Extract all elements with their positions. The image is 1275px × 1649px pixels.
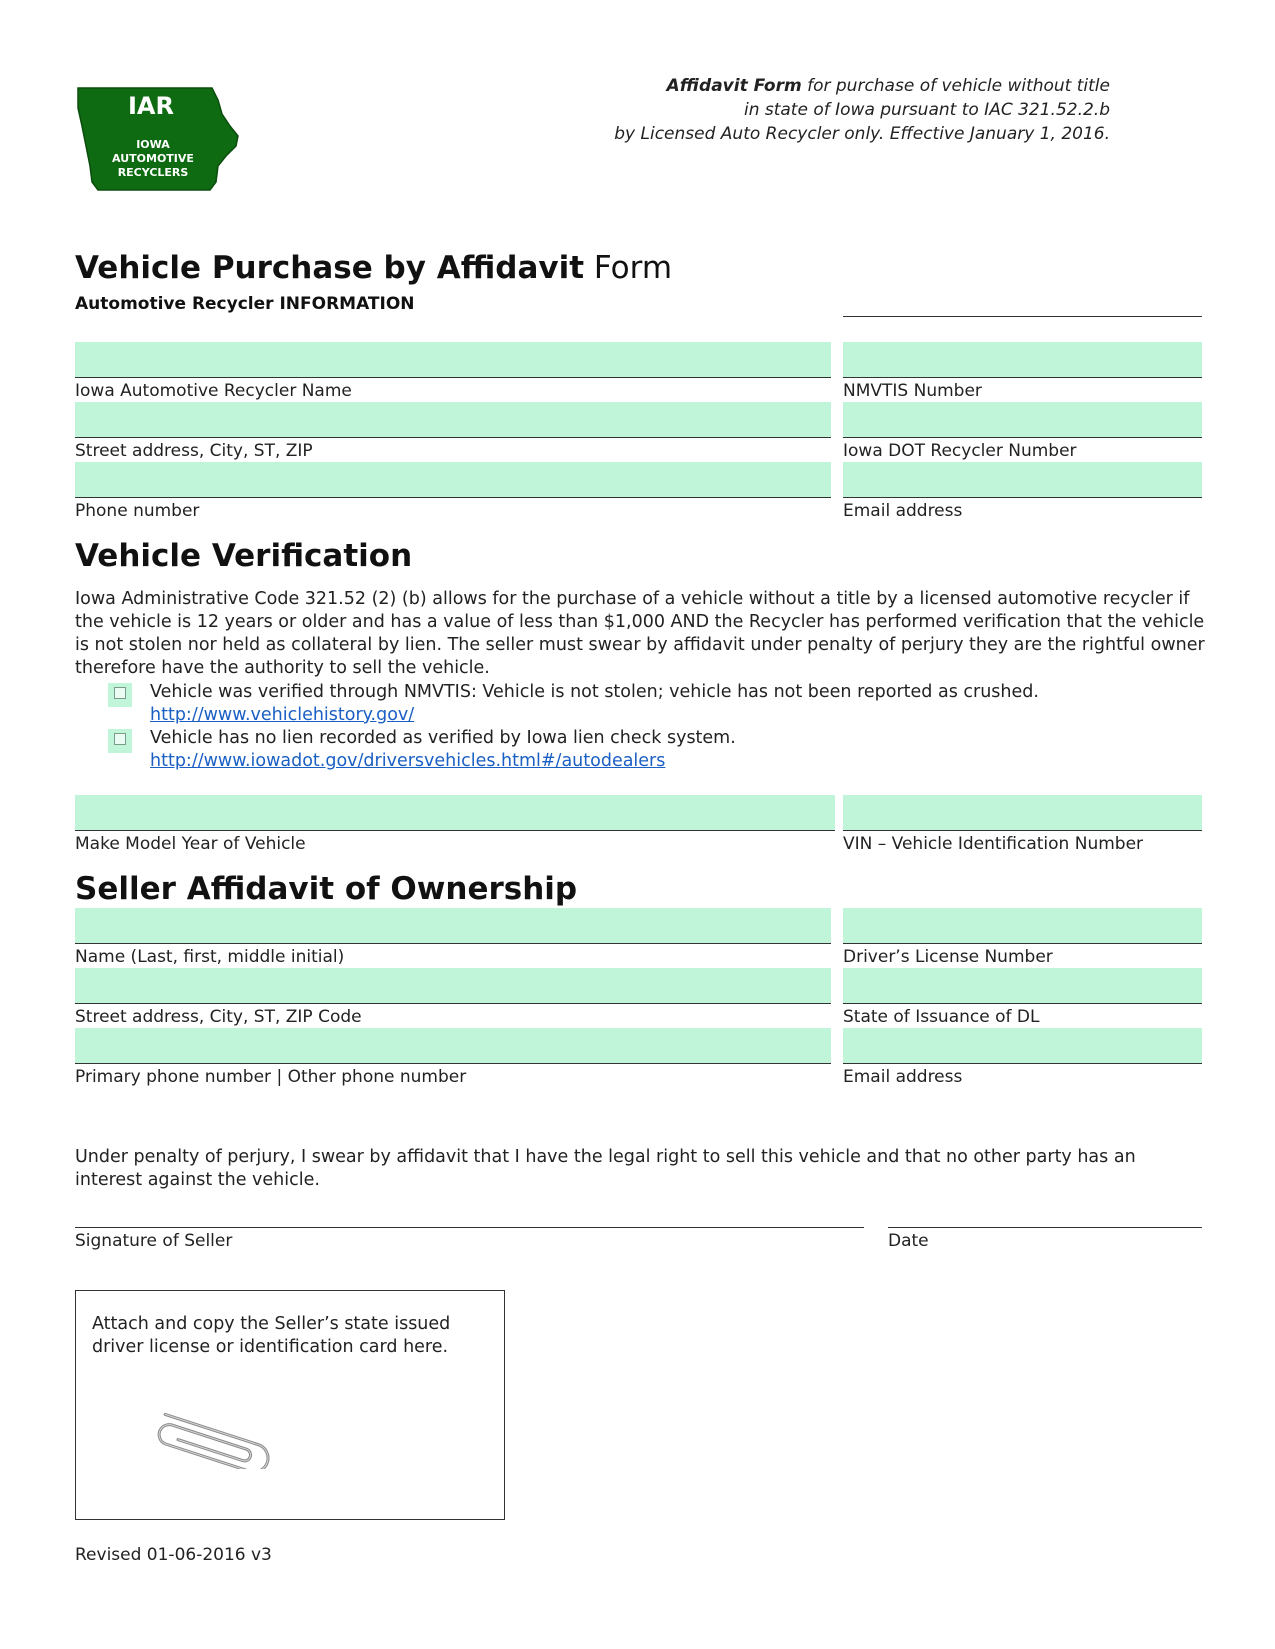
seller-heading: Seller Affidavit of Ownership bbox=[75, 871, 578, 907]
check-row-nmvtis bbox=[108, 681, 1108, 727]
recycler-section-heading: Automotive Recycler INFORMATION bbox=[75, 294, 415, 314]
attach-instructions: Attach and copy the Seller’s state issued driver license or identification card here. bbox=[92, 1314, 451, 1357]
drivers-license-label: Driver’s License Number bbox=[843, 947, 1053, 967]
lien-check-text: Vehicle has no lien recorded as verified by Iowa lien check system. bbox=[150, 728, 736, 748]
page-title bbox=[75, 250, 672, 286]
verification-heading: Vehicle Verification bbox=[75, 538, 413, 574]
recycler-phone-label: Phone number bbox=[75, 501, 200, 521]
logo-abbr: IAR bbox=[128, 92, 174, 120]
dot-recycler-number-input[interactable] bbox=[843, 402, 1202, 438]
recycler-email-label: Email address bbox=[843, 501, 963, 521]
seller-name-label: Name (Last, first, middle initial) bbox=[75, 947, 345, 967]
seller-address-input[interactable] bbox=[75, 968, 831, 1004]
logo-line-3: RECYCLERS bbox=[117, 166, 189, 179]
seller-email-label: Email address bbox=[843, 1067, 963, 1087]
checkbox-box-icon bbox=[114, 733, 126, 745]
recycler-email-input[interactable] bbox=[843, 462, 1202, 498]
header-note-bold: Affidavit Form bbox=[666, 76, 802, 96]
header-rule bbox=[843, 316, 1202, 317]
nmvtis-check-text: Vehicle was verified through NMVTIS: Vehicle is not stolen; vehicle has not been reported as crushed. bbox=[150, 682, 1039, 702]
dl-state-input[interactable] bbox=[843, 968, 1202, 1004]
signature-label: Signature of Seller bbox=[75, 1231, 233, 1251]
paperclip-icon bbox=[140, 1409, 290, 1469]
dot-recycler-number-label: Iowa DOT Recycler Number bbox=[843, 441, 1077, 461]
page-title-light: Form bbox=[584, 250, 673, 286]
checkbox-box-icon bbox=[114, 687, 126, 699]
seller-phone-label: Primary phone number | Other phone number bbox=[75, 1067, 467, 1087]
seller-email-input[interactable] bbox=[843, 1028, 1202, 1064]
check-row-lien bbox=[108, 727, 1108, 773]
seller-phone-input[interactable] bbox=[75, 1028, 831, 1064]
affidavit-statement: Under penalty of perjury, I swear by affidavit that I have the legal right to sell this vehicle and that no other party has an interest against the vehicle. bbox=[75, 1147, 1136, 1190]
nmvtis-number-input[interactable] bbox=[843, 342, 1202, 378]
date-line[interactable] bbox=[888, 1227, 1202, 1228]
recycler-name-input[interactable] bbox=[75, 342, 831, 378]
revision-note: Revised 01-06-2016 v3 bbox=[75, 1545, 272, 1565]
make-model-year-input[interactable] bbox=[75, 795, 835, 831]
recycler-phone-input[interactable] bbox=[75, 462, 831, 498]
verification-paragraph: Iowa Administrative Code 321.52 (2) (b) allows for the purchase of a vehicle without a title by a licensed automotive recycler if the vehicle is 12 years or older and has a value of less than $1,000 AND the Recycler has performed verification that the vehicle is not stolen nor held as collateral by lien. The seller must swear by affidavit under penalty of perjury they are the rightful owner therefore have the authority to sell the vehicle. bbox=[75, 589, 1205, 678]
logo-line-1: IOWA bbox=[136, 138, 170, 151]
logo-line-2: AUTOMOTIVE bbox=[112, 152, 194, 165]
lien-checkbox[interactable] bbox=[108, 729, 132, 753]
page-title-bold: Vehicle Purchase by Affidavit bbox=[75, 250, 585, 286]
date-label: Date bbox=[888, 1231, 929, 1251]
vin-label: VIN – Vehicle Identification Number bbox=[843, 834, 1144, 854]
iar-logo bbox=[76, 86, 246, 198]
iowadot-link[interactable]: http://www.iowadot.gov/driversvehicles.html#/autodealers bbox=[150, 751, 666, 771]
drivers-license-input[interactable] bbox=[843, 908, 1202, 944]
dl-state-label: State of Issuance of DL bbox=[843, 1007, 1040, 1027]
recycler-address-input[interactable] bbox=[75, 402, 831, 438]
seller-name-input[interactable] bbox=[75, 908, 831, 944]
header-note-line-2: in state of Iowa pursuant to IAC 321.52.2.b bbox=[743, 100, 1110, 120]
seller-address-label: Street address, City, ST, ZIP Code bbox=[75, 1007, 362, 1027]
header-note-line-3: by Licensed Auto Recycler only. Effective January 1, 2016. bbox=[614, 124, 1110, 144]
recycler-name-label: Iowa Automotive Recycler Name bbox=[75, 381, 352, 401]
nmvtis-checkbox[interactable] bbox=[108, 683, 132, 707]
vin-input[interactable] bbox=[843, 795, 1202, 831]
header-note-line-1: for purchase of vehicle without title bbox=[801, 76, 1110, 96]
header-note bbox=[500, 74, 1110, 146]
vehiclehistory-link[interactable]: http://www.vehiclehistory.gov/ bbox=[150, 705, 415, 725]
signature-line[interactable] bbox=[75, 1227, 864, 1228]
nmvtis-number-label: NMVTIS Number bbox=[843, 381, 982, 401]
recycler-address-label: Street address, City, ST, ZIP bbox=[75, 441, 313, 461]
make-model-year-label: Make Model Year of Vehicle bbox=[75, 834, 306, 854]
id-attach-box bbox=[75, 1290, 505, 1520]
